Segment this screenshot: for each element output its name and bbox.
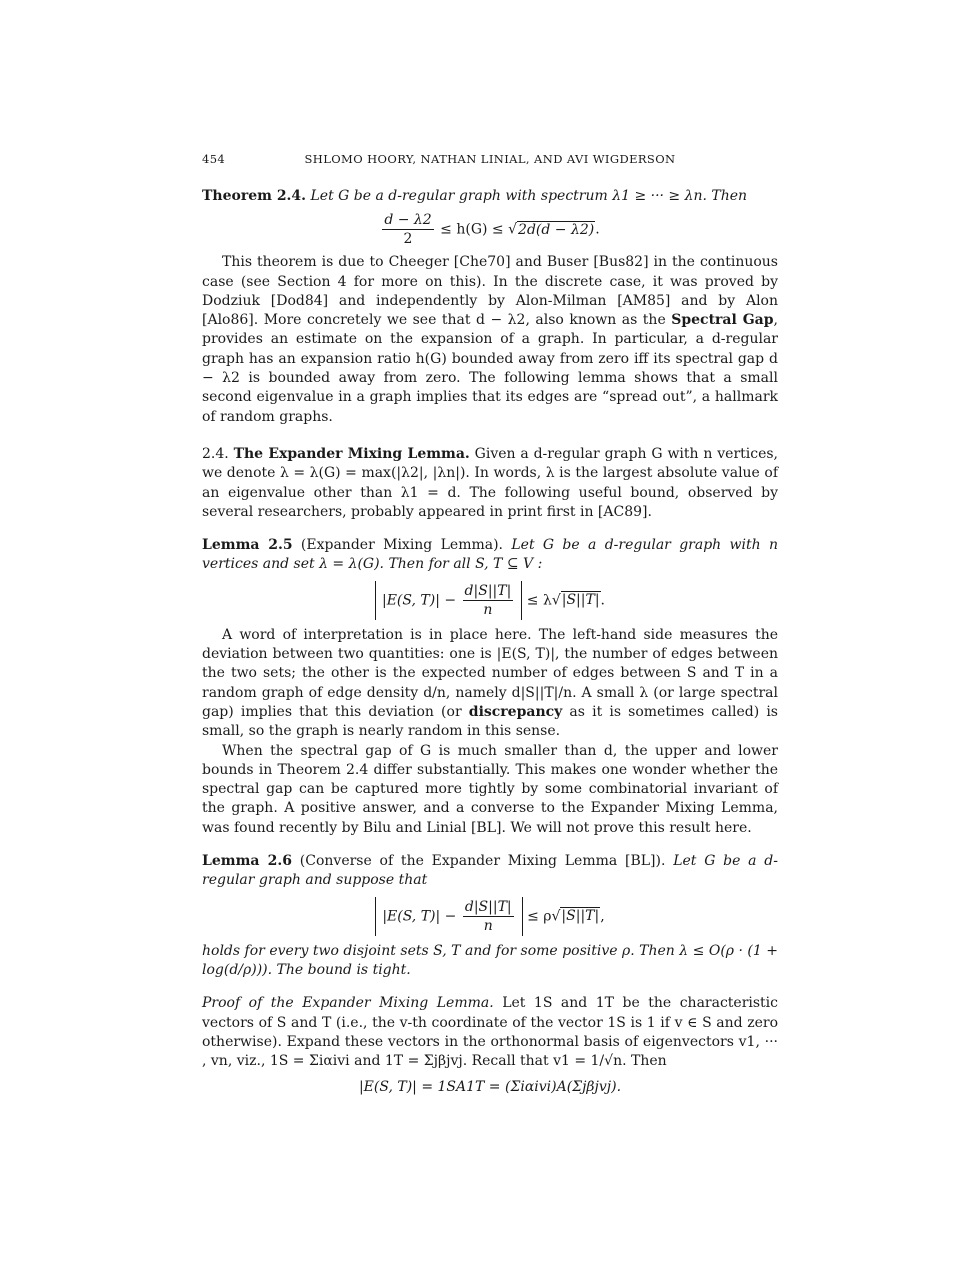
sqrt-sign: √	[551, 592, 561, 609]
converse-inequality	[202, 897, 778, 936]
inequality-middle: ≤ h(G) ≤	[440, 221, 504, 238]
section-2-4	[202, 445, 778, 522]
discrepancy-term: discrepancy	[468, 703, 563, 720]
fraction-denominator: n	[483, 917, 493, 934]
eq-right: ≤ λ	[526, 592, 552, 609]
mixing-inequality	[202, 581, 778, 620]
lemma-label: Lemma 2.6	[202, 853, 293, 870]
theorem-2-4	[202, 187, 778, 206]
page	[202, 150, 778, 1095]
paragraph-interpretation	[202, 626, 778, 742]
eq-left: |E(S, T)| −	[382, 592, 457, 609]
section-text: Given a d-regular graph G with n vertices, we denote λ = λ(G) = max(|λ2|, |λn|). In words, λ is the largest absolute value of an eigenvalue other than λ1 = d. The following useful bound, observed by several researchers, probably appeared in print first in [AC89].	[202, 445, 779, 520]
sqrt-argument: 2d(d − λ2)	[518, 221, 595, 238]
sqrt-argument: |S||T|	[561, 592, 600, 609]
fraction-denominator: n	[483, 601, 493, 618]
absolute-value	[375, 581, 522, 620]
theorem-statement: Let G be a d-regular graph with spectrum λ1 ≥ ··· ≥ λn. Then	[310, 188, 748, 204]
proof-equation: |E(S, T)| = 1SA1T = (Σiαivi)A(Σjβjvj).	[358, 1079, 622, 1096]
lemma-statement: Let G be a d-regular graph with n vertices and set λ = λ(G). Then for all S, T ⊆ V :	[202, 537, 778, 573]
absolute-value	[375, 897, 522, 936]
lemma-2-6-continuation: holds for every two disjoint sets S, T and for some positive ρ. Then λ ≤ O(ρ · (1 + log(d/ρ))). The bound is tight.	[202, 942, 778, 978]
proof-text: Let 1S and 1T be the characteristic vectors of S and T (i.e., the v-th coordinate of the vector 1S is 1 if v ∈ S and zero otherwise). Expand these vectors in the orthonormal basis of eigenvectors v1, ··· , vn, viz., 1S = Σiαivi and 1T = Σjβjvj. Recall that v1 = 1/√n. Then	[202, 995, 779, 1070]
eq-left: |E(S, T)| −	[382, 908, 457, 925]
equation-end: .	[595, 221, 600, 238]
fraction-denominator: 2	[403, 231, 413, 248]
theorem-label: Theorem 2.4.	[202, 188, 307, 204]
lemma-2-5	[202, 536, 778, 575]
bilu-text: When the spectral gap of G is much smaller than d, the upper and lower bounds in Theorem 2.4 differ substantially. This makes one wonder whether the spectral gap can be captured more tightly by some combinatorial invariant of the graph. A positive answer, and a converse to the Expander Mixing Lemma, was found recently by Bilu and Linial [BL]. We will not prove this result here.	[202, 742, 778, 836]
sqrt-argument: |S||T|	[561, 908, 600, 925]
fraction-numerator: d − λ2	[384, 212, 432, 229]
lemma-statement: Let G be a d-regular graph and suppose that	[202, 853, 778, 889]
lemma-name: (Expander Mixing Lemma).	[300, 537, 504, 554]
fraction-numerator: d|S||T|	[464, 582, 512, 599]
expected-edges-fraction	[463, 899, 514, 934]
eq-right: ≤ ρ	[527, 908, 552, 925]
equation-end: ,	[600, 908, 605, 925]
equation-end: .	[600, 592, 605, 609]
cheeger-inequality	[202, 212, 778, 247]
paragraph-cheeger	[202, 253, 778, 427]
paragraph-bilu	[202, 742, 778, 838]
lemma-label: Lemma 2.5	[202, 537, 293, 554]
fraction-numerator: d|S||T|	[464, 898, 512, 915]
sqrt-sign: √	[508, 221, 518, 238]
running-head: SHLOMO HOORY, NATHAN LINIAL, AND AVI WIGDERSON	[304, 152, 676, 166]
lemma-2-6	[202, 852, 778, 891]
lemma-name: (Converse of the Expander Mixing Lemma [BL]).	[299, 853, 666, 870]
cheeger-text-1: This theorem is due to Cheeger [Che70] and Buser [Bus82] in the continuous case (see Section 4 for more on this). In the discrete case, it was proved by Dodziuk [Dod84] and independently by Alon-Milman [AM85] and by Alon [Alo86]. More concretely we see that d − λ2, also known as the	[202, 254, 778, 329]
running-header	[202, 150, 778, 170]
gap-fraction	[382, 212, 433, 247]
section-number: 2.4.	[202, 445, 229, 462]
proof-label: Proof of the Expander Mixing Lemma.	[202, 995, 494, 1012]
expected-edges-fraction	[463, 583, 514, 618]
section-title: The Expander Mixing Lemma.	[233, 445, 470, 462]
interpretation-text-2: as it is sometimes called) is small, so the graph is nearly random in this sense.	[202, 703, 778, 740]
interpretation-text-1: A word of interpretation is in place here. The left-hand side measures the deviation between two quantities: one is |E(S, T)|, the number of edges between the two sets; the other is the expected number of edges between S and T in a random graph of edge density d/n, namely d|S||T|/n. A small λ (or large spectral gap) implies that this deviation (or	[202, 626, 778, 720]
proof	[202, 994, 778, 1071]
sqrt-sign: √	[551, 908, 561, 925]
cheeger-text-2: , provides an estimate on the expansion of a graph. In particular, a d-regular graph has an expansion ratio h(G) bounded away from zero iff its spectral gap d − λ2 is bounded away from zero. The following lemma shows that a small second eigenvalue in a graph implies that its edges are “spread out”, a hallmark of random graphs.	[202, 312, 778, 425]
spectral-gap-term: Spectral Gap	[671, 312, 774, 329]
page-number: 454	[202, 152, 226, 166]
